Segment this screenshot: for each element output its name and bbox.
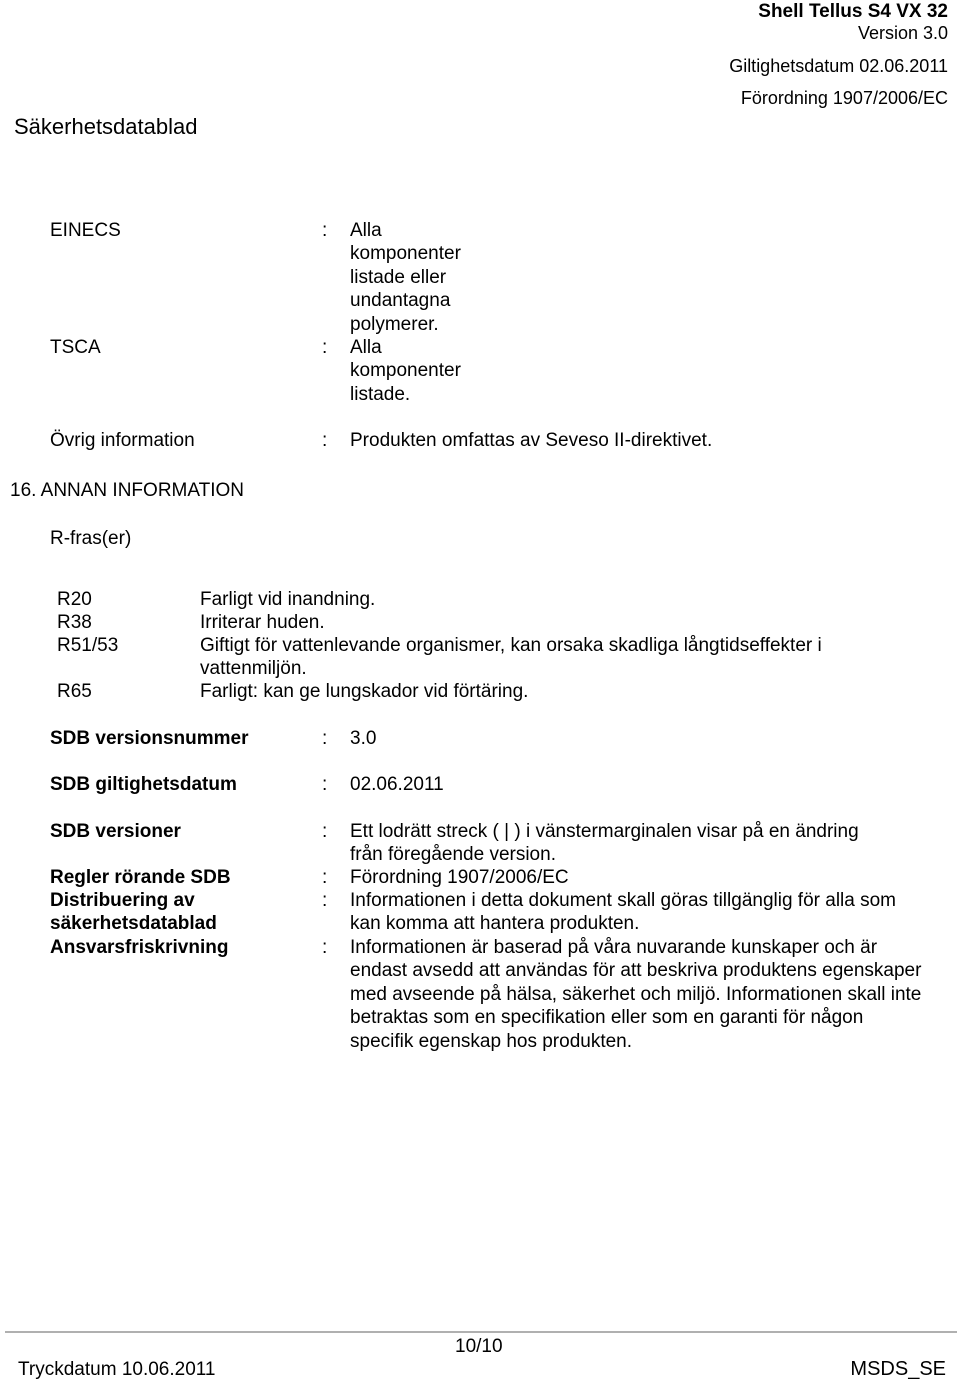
einecs-value: Alla komponenter listade eller undantagna polymerer. (350, 220, 461, 335)
r-phrase-code: R38 (57, 612, 92, 633)
r-phrase-code: R20 (57, 589, 92, 610)
distribution-label: Distribuering av säkerhetsdatablad (50, 890, 217, 935)
tsca-label: TSCA (50, 337, 101, 358)
distribution-value: Informationen i detta dokument skall göras tillgänglig för alla som kan komma att hantera produkten. (350, 890, 897, 935)
sdb-rules-colon: : (322, 867, 328, 888)
r-phrase-code: R65 (57, 681, 92, 702)
einecs-label: EINECS (50, 220, 121, 241)
document-title: Säkerhetsdatablad (14, 114, 198, 139)
r-phrase-text: Farligt vid inandning. (200, 589, 376, 610)
tsca-colon: : (322, 337, 328, 358)
disclaimer-label: Ansvarsfriskrivning (50, 937, 229, 958)
validity-date: Giltighetsdatum 02.06.2011 (729, 56, 948, 76)
other-info-colon: : (322, 430, 328, 451)
tsca-value: Alla komponenter listade. (350, 337, 461, 405)
other-info-value: Produkten omfattas av Seveso II-direktivet. (350, 430, 713, 451)
regulation-label: Förordning 1907/2006/EC (740, 88, 948, 108)
sdb-rules-value: Förordning 1907/2006/EC (350, 867, 569, 888)
r-phrase-code: R51/53 (57, 635, 119, 656)
sdb-date-value: 02.06.2011 (350, 774, 444, 795)
disclaimer-value: Informationen är baserad på våra nuvarande kunskaper och är endast avsedd att användas för att beskriva produktens egenskaper med avseende på hälsa, säkerhet och miljö. Informationen skall inte betraktas som en specifikation eller som en garanti för någon specifik egenskap hos produkten. (350, 937, 922, 1052)
footer-divider (5, 1331, 957, 1333)
distribution-colon: : (322, 890, 328, 911)
sdb-date-label: SDB giltighetsdatum (50, 774, 237, 795)
other-info-label: Övrig information (50, 430, 195, 451)
page-number: 10/10 (455, 1336, 503, 1357)
r-phrase-text: Giftigt för vattenlevande organismer, kan orsaka skadliga långtidseffekter i vattenmiljön. (200, 635, 822, 680)
sdb-version-value: 3.0 (350, 728, 377, 749)
einecs-colon: : (322, 220, 328, 241)
sdb-rules-label: Regler rörande SDB (50, 867, 231, 888)
section-title: 16. ANNAN INFORMATION (10, 480, 245, 501)
sdb-version-colon: : (322, 728, 328, 749)
r-phrase-text: Farligt: kan ge lungskador vid förtäring. (200, 681, 529, 702)
sdb-version-label: SDB versionsnummer (50, 728, 249, 749)
sdb-versions-label: SDB versioner (50, 821, 181, 842)
r-phrases-label: R-fras(er) (50, 528, 132, 549)
sdb-date-colon: : (322, 774, 328, 795)
document-code: MSDS_SE (850, 1358, 946, 1380)
version-label: Version 3.0 (857, 23, 948, 43)
product-name: Shell Tellus S4 VX 32 (758, 1, 948, 22)
disclaimer-colon: : (322, 937, 328, 958)
sdb-versions-colon: : (322, 821, 328, 842)
sdb-versions-value: Ett lodrätt streck ( | ) i vänstermarginalen visar på en ändring från föregående version. (350, 821, 859, 866)
print-date: Tryckdatum 10.06.2011 (18, 1359, 216, 1380)
r-phrase-text: Irriterar huden. (200, 612, 325, 633)
